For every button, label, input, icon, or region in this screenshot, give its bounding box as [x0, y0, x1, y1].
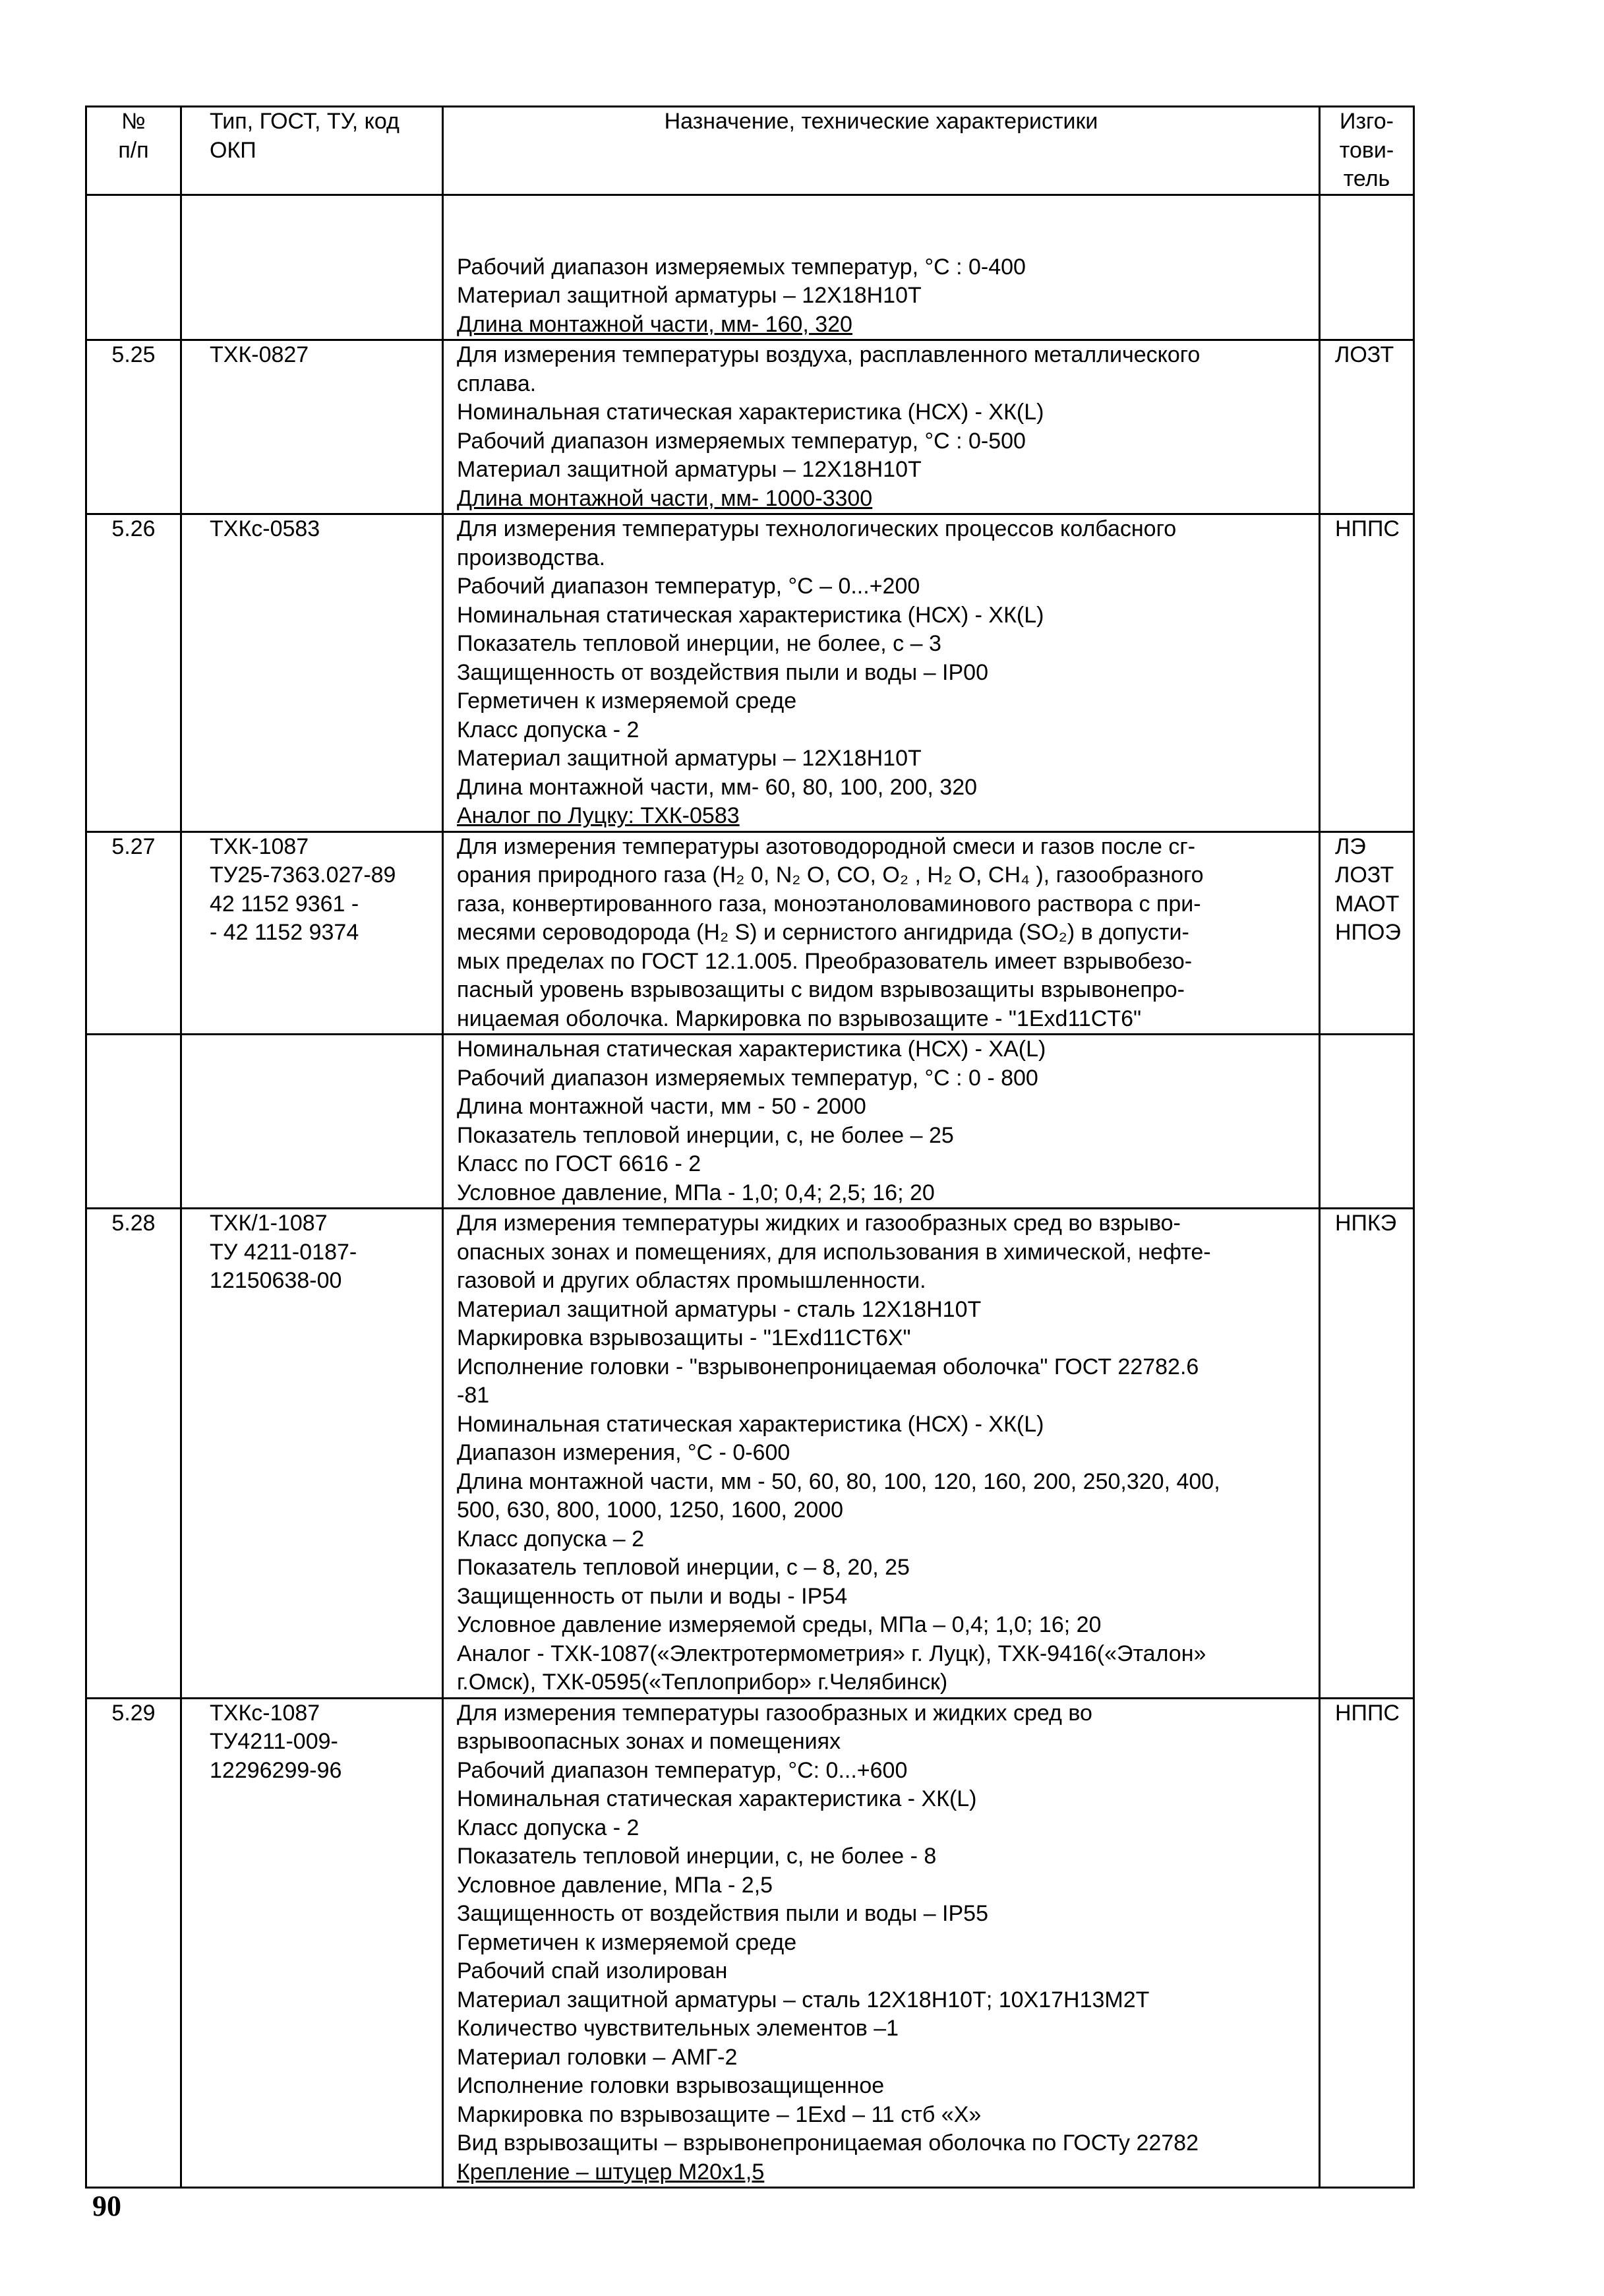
- row-maker: [1320, 195, 1414, 340]
- cell-line: ТХКс-0583: [210, 516, 320, 541]
- row-type: [181, 340, 443, 514]
- row-description: [443, 1209, 1320, 1699]
- spec-line: Количество чувствительных элементов –1: [457, 2016, 899, 2041]
- cell-line: 42 1152 9361 -: [210, 891, 359, 917]
- spec-line: Класс по ГОСТ 6616 - 2: [457, 1151, 701, 1176]
- table-row: [86, 1209, 1414, 1699]
- row-number: [86, 1209, 181, 1699]
- spec-line: ницаемая оболочка. Маркировка по взрывозащите - "1Exd11CT6": [457, 1006, 1142, 1031]
- spec-line: Длина монтажной части, мм- 160, 320: [457, 311, 852, 337]
- table-header-row: [86, 107, 1414, 195]
- cell-line: 5.29: [111, 1700, 156, 1726]
- spec-line: Номинальная статическая характеристика (НСХ) - ХК(L): [457, 400, 1044, 425]
- spec-line: Материал защитной арматуры – 12Х18Н10Т: [457, 457, 922, 482]
- spec-line: Маркировка взрывозащиты - "1Exd11CT6X": [457, 1325, 911, 1350]
- header-line: п/п: [118, 137, 149, 163]
- spec-line: -81: [457, 1383, 490, 1408]
- spec-line: Номинальная статическая характеристика (НСХ) - ХК(L): [457, 1411, 1044, 1437]
- spec-line: 500, 630, 800, 1000, 1250, 1600, 2000: [457, 1497, 844, 1523]
- spec-line: Материал защитной арматуры – 12Х18Н10Т: [457, 746, 922, 771]
- table-row: [86, 340, 1414, 514]
- spec-line: Маркировка по взрывозащите – 1Exd – 11 стб «Х»: [457, 2101, 982, 2127]
- spec-line: Класс допуска – 2: [457, 1526, 645, 1552]
- cell-line: ТУ 4211-0187-: [210, 1239, 357, 1265]
- spec-line: Номинальная статическая характеристика - ХК(L): [457, 1786, 977, 1811]
- row-description: [443, 514, 1320, 832]
- row-type: [181, 1209, 443, 1699]
- row-description: [443, 831, 1320, 1035]
- spec-line: Исполнение головки взрывозащищенное: [457, 2073, 885, 2098]
- spec-line: Для измерения температуры азотоводородной смеси и газов после сг-: [457, 833, 1196, 859]
- spec-line: Рабочий диапазон измеряемых температур, °С : 0-500: [457, 428, 1026, 454]
- cell-line: НПКЭ: [1335, 1211, 1397, 1236]
- row-type: [181, 514, 443, 832]
- spec-line: Класс допуска - 2: [457, 1815, 639, 1840]
- spec-line: Рабочий диапазон температур, °С: 0...+600: [457, 1757, 908, 1783]
- row-number: [86, 514, 181, 832]
- header-line: Тип, ГОСТ, ТУ, код: [210, 109, 400, 134]
- row-number: [86, 195, 181, 340]
- row-number: [86, 831, 181, 1035]
- spec-line: Вид взрывозащиты – взрывонепроницаемая оболочка по ГОСТу 22782: [457, 2130, 1199, 2156]
- header-maker: [1320, 107, 1414, 195]
- spec-line: пасный уровень взрывозащиты с видом взрывозащиты взрывонепро-: [457, 977, 1185, 1002]
- spec-line: Аналог - ТХК-1087(«Электротермометрия» г. Луцк), ТХК-9416(«Эталон»: [457, 1641, 1206, 1666]
- spec-line: мых пределах по ГОСТ 12.1.005. Преобразователь имеет взрывобезо-: [457, 948, 1193, 974]
- cell-line: ТХК-0827: [210, 342, 309, 367]
- spec-line: Диапазон измерения, °С - 0-600: [457, 1440, 790, 1465]
- row-maker: [1320, 340, 1414, 514]
- spec-line: Показатель тепловой инерции, не более, с – 3: [457, 631, 941, 656]
- header-line: Изго-: [1340, 109, 1394, 134]
- cell-line: 12150638-00: [210, 1268, 342, 1293]
- spec-line: Класс допуска - 2: [457, 717, 639, 742]
- spec-line: Рабочий спай изолирован: [457, 1958, 728, 1983]
- spec-line: сплава.: [457, 371, 537, 396]
- cell-line: ТХК-1087: [210, 833, 309, 859]
- spec-line: Исполнение головки - "взрывонепроницаемая оболочка" ГОСТ 22782.6: [457, 1354, 1199, 1379]
- spec-line: месями сероводорода (Н₂ S) и сернистого ангидрида (SO₂) в допусти-: [457, 920, 1189, 945]
- spec-line: Материал защитной арматуры - сталь 12Х18Н10Т: [457, 1296, 982, 1322]
- row-description: [443, 340, 1320, 514]
- spec-line: Длина монтажной части, мм- 60, 80, 100, 200, 320: [457, 774, 978, 800]
- cell-line: ТХКс-1087: [210, 1700, 320, 1726]
- row-type: [181, 1698, 443, 2188]
- cell-line: - 42 1152 9374: [210, 920, 359, 945]
- row-number: [86, 1698, 181, 2188]
- cell-line: 5.25: [111, 342, 156, 367]
- header-description: [443, 107, 1320, 195]
- spec-line: газа, конвертированного газа, моноэтаноловаминового раствора с при-: [457, 891, 1201, 917]
- spec-line: Номинальная статическая характеристика (НСХ) - ХА(L): [457, 1037, 1046, 1062]
- spec-line: Длина монтажной части, мм- 1000-3300: [457, 485, 873, 511]
- cell-line: НПОЭ: [1335, 920, 1401, 945]
- table-row: [86, 1698, 1414, 2188]
- spec-line: Материал защитной арматуры – 12Х18Н10Т: [457, 283, 922, 308]
- spec-line: Длина монтажной части, мм - 50 - 2000: [457, 1094, 866, 1119]
- spec-line: Для измерения температуры воздуха, расплавленного металлического: [457, 342, 1201, 367]
- cell-line: НППС: [1335, 516, 1400, 541]
- header-type: [181, 107, 443, 195]
- header-line: Назначение, технические характеристики: [664, 109, 1098, 134]
- spec-line: орания природного газа (Н₂ 0, N₂ О, СО, О₂ , Н₂ О, СН₄ ), газообразного: [457, 862, 1204, 888]
- spec-line: газовой и других областях промышленности.: [457, 1268, 926, 1293]
- spec-line: Рабочий диапазон измеряемых температур, °С : 0-400: [457, 254, 1026, 280]
- spec-line: взрывоопасных зонах и помещениях: [457, 1729, 841, 1754]
- header-line: ОКП: [210, 137, 256, 163]
- header-line: тови-: [1339, 137, 1394, 163]
- row-description: [443, 1035, 1320, 1209]
- spec-line: Крепление – штуцер М20х1,5: [457, 2159, 765, 2185]
- row-type: [181, 1035, 443, 1209]
- specification-table: [85, 106, 1415, 2189]
- spec-line: Для измерения температуры газообразных и жидких сред во: [457, 1700, 1092, 1726]
- table-row: [86, 1035, 1414, 1209]
- spec-line: Рабочий диапазон температур, °С – 0...+200: [457, 574, 920, 599]
- cell-line: 5.26: [111, 516, 156, 541]
- spec-line: [457, 224, 1315, 253]
- table-row: [86, 831, 1414, 1035]
- header-line: №: [121, 109, 146, 134]
- row-maker: [1320, 1698, 1414, 2188]
- table-row: [86, 514, 1414, 832]
- spec-line: Защищенность от воздействия пыли и воды – IP55: [457, 1901, 988, 1926]
- spec-line: Герметичен к измеряемой среде: [457, 688, 797, 713]
- row-maker: [1320, 514, 1414, 832]
- cell-line: НППС: [1335, 1700, 1400, 1726]
- spec-line: Герметичен к измеряемой среде: [457, 1929, 797, 1955]
- spec-line: производства.: [457, 545, 606, 570]
- row-description: [443, 195, 1320, 340]
- spec-line: Длина монтажной части, мм - 50, 60, 80, 100, 120, 160, 200, 250,320, 400,: [457, 1468, 1220, 1494]
- row-type: [181, 831, 443, 1035]
- spec-line: Показатель тепловой инерции, с, не более – 25: [457, 1122, 954, 1148]
- spec-line: Для измерения температуры жидких и газообразных сред во взрыво-: [457, 1211, 1181, 1236]
- spec-line: Защищенность от пыли и воды - IP54: [457, 1583, 848, 1609]
- row-description: [443, 1698, 1320, 2188]
- cell-line: 5.28: [111, 1211, 156, 1236]
- spec-line: г.Омск), ТХК-0595(«Теплоприбор» г.Челябинск): [457, 1670, 948, 1695]
- spec-line: Аналог по Луцку: ТХК-0583: [457, 803, 740, 828]
- row-number: [86, 1035, 181, 1209]
- header-num: [86, 107, 181, 195]
- spec-line: Защищенность от воздействия пыли и воды – IP00: [457, 659, 988, 685]
- row-maker: [1320, 831, 1414, 1035]
- spec-line: Рабочий диапазон измеряемых температур, °С : 0 - 800: [457, 1065, 1038, 1091]
- cell-line: МАОТ: [1335, 891, 1400, 917]
- header-line: тель: [1343, 166, 1390, 191]
- spec-line: Показатель тепловой инерции, с – 8, 20, 25: [457, 1555, 910, 1580]
- spec-line: Материал головки – АМГ-2: [457, 2044, 738, 2070]
- cell-line: 5.27: [111, 833, 156, 859]
- spec-line: опасных зонах и помещениях, для использования в химической, нефте-: [457, 1239, 1211, 1265]
- spec-line: [457, 196, 1315, 225]
- cell-line: ТХК/1-1087: [210, 1211, 328, 1236]
- row-maker: [1320, 1035, 1414, 1209]
- spec-line: Номинальная статическая характеристика (НСХ) - ХК(L): [457, 602, 1044, 628]
- spec-line: Материал защитной арматуры – сталь 12Х18Н10Т; 10Х17Н13М2Т: [457, 1987, 1150, 2012]
- cell-line: ТУ4211-009-: [210, 1729, 338, 1754]
- row-type: [181, 195, 443, 340]
- cell-line: ЛОЗТ: [1335, 342, 1394, 367]
- spec-line: Показатель тепловой инерции, с, не более - 8: [457, 1844, 937, 1869]
- table-row: [86, 195, 1414, 340]
- row-maker: [1320, 1209, 1414, 1699]
- cell-line: ТУ25-7363.027-89: [210, 862, 396, 888]
- spec-line: Условное давление, МПа - 2,5: [457, 1872, 773, 1898]
- row-number: [86, 340, 181, 514]
- spec-line: Условное давление измеряемой среды, МПа – 0,4; 1,0; 16; 20: [457, 1612, 1102, 1637]
- cell-line: ЛОЗТ: [1335, 862, 1394, 888]
- page-number: 90: [92, 2190, 121, 2222]
- cell-line: 12296299-96: [210, 1757, 342, 1783]
- cell-line: ЛЭ: [1335, 833, 1366, 859]
- spec-line: Условное давление, МПа - 1,0; 0,4; 2,5; 16; 20: [457, 1180, 935, 1205]
- spec-line: Для измерения температуры технологических процессов колбасного: [457, 516, 1177, 541]
